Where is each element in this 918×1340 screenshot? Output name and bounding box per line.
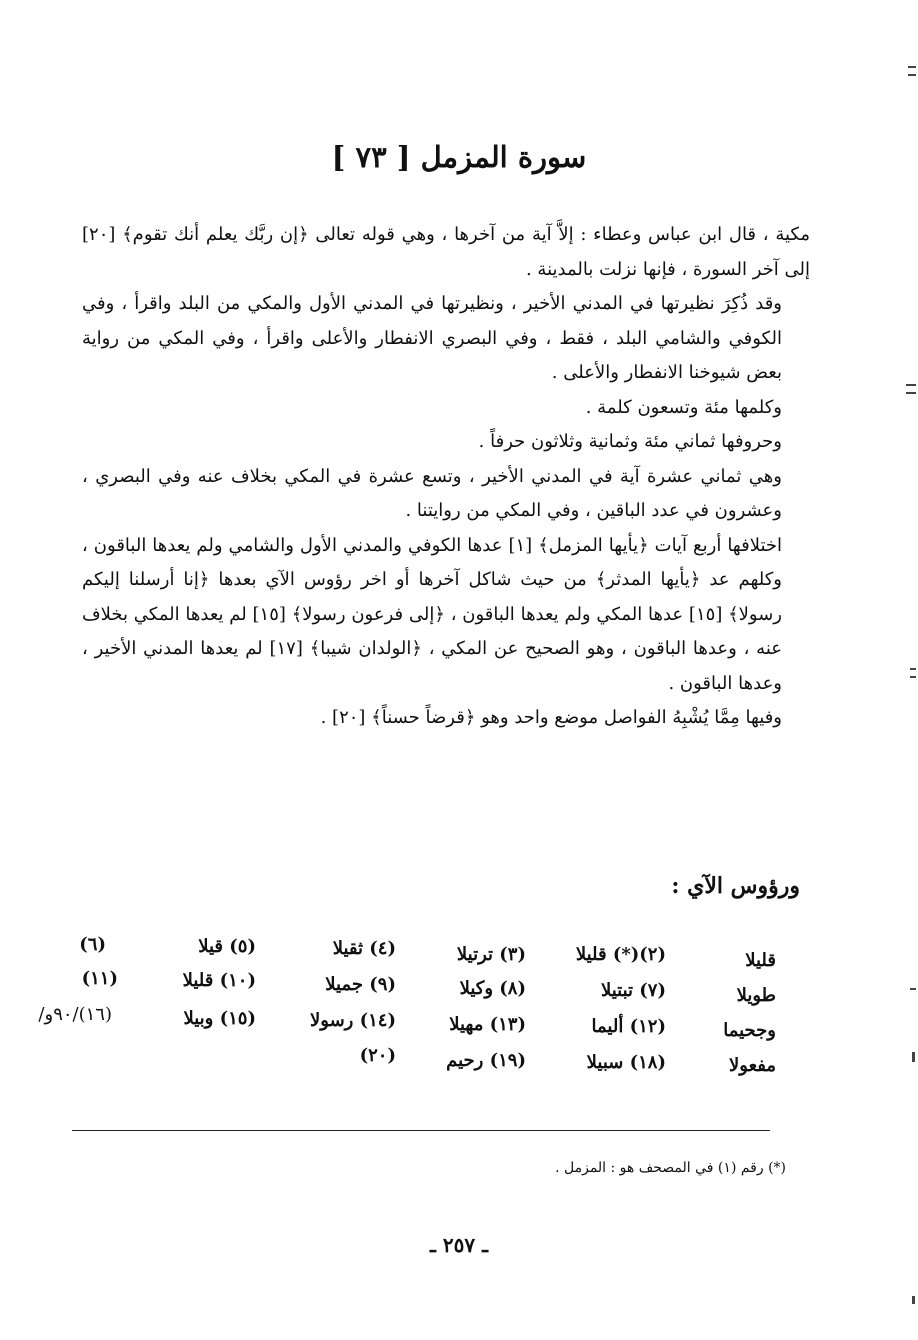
verse-head-cell: وجحيما xyxy=(723,1020,776,1041)
verse-head-cell: مفعولا xyxy=(729,1055,776,1076)
scan-edge-mark xyxy=(910,988,916,990)
paragraph: مكية ، قال ابن عباس وعطاء : إلاَّ آية من آخرها ، وهي قوله تعالى ﴿إن ربَّك يعلم أنك تقوم﴾ [٢٠] إلى آخر السورة ، فإنها نزلت بالمدينة . xyxy=(82,224,810,280)
verse-head-cell: (١٤) رسولا xyxy=(310,1010,396,1031)
verse-head-cell: (١٥) وبيلا xyxy=(183,1008,256,1029)
verse-head-cell: (٣) ترتيلا xyxy=(456,944,526,965)
paragraph: وقد ذُكِرَ نظيرتها في المدني الأخير ، ونظيرتها في المدني الأول والمكي من البلد واقرأ ، وفي الكوفي والشامي البلد ، فقط ، وفي البصري الانفطار والأعلى واقرأ ، وفي المكي من رواية بعض شيوخنا الانفطار والأعلى . xyxy=(82,293,782,383)
paragraph: وحروفها ثماني مئة وثمانية وثلاثون حرفاً . xyxy=(478,431,782,452)
verse-heads-heading: ورؤوس الآي : xyxy=(671,873,800,899)
paragraph: وفيها مِمَّا يُشْبِهُ الفواصل موضع واحد وهو ﴿قرضاً حسناً﴾ [٢٠] . xyxy=(320,707,782,728)
verse-head-cell: (١٣) مهيلا xyxy=(449,1014,526,1035)
scan-edge-mark xyxy=(908,66,916,68)
verse-head-cell: (١١) xyxy=(81,968,118,989)
verse-head-cell: (٨) وكيلا xyxy=(459,978,526,999)
page-number: ـ ٢٥٧ ـ xyxy=(430,1233,488,1257)
scan-edge-mark xyxy=(906,384,916,386)
scan-edge-mark xyxy=(910,668,916,670)
scan-edge-mark xyxy=(912,1296,915,1304)
scan-edge-mark xyxy=(910,676,916,678)
verse-head-cell: (١٩) رحيم xyxy=(446,1050,526,1071)
scan-edge-mark xyxy=(908,74,916,76)
footnote: (*) رقم (١) في المصحف هو : المزمل . xyxy=(555,1160,786,1176)
paragraph: اختلافها أربع آيات ﴿يأيها المزمل﴾ [١] عدها الكوفي والمدني الأول والشامي ولم يعدها الباقون ، وكلهم عد ﴿يأيها المدثر﴾ من حيث شاكل آخرها أو اخر رؤوس الآي بعدها ﴿إنا أرسلنا إليكم رسولا﴾ [١٥] عدها المكي ولم يعدها الباقون ، ﴿إلى فرعون رسولا﴾ [١٥] لم يعدها المكي بخلاف عنه ، وعدها الباقون ، وهو الصحيح عن المكي ، ﴿الولدان شيبا﴾ [١٧] لم يعدها المدني الأخير ، وعدها الباقون . xyxy=(82,534,783,694)
verse-head-cell: (٤) ثقيلا xyxy=(332,938,396,959)
verse-head-cell: طويلا xyxy=(736,985,776,1006)
body-text xyxy=(82,218,810,736)
verse-head-cell: قليلا xyxy=(745,950,776,971)
footnote-divider xyxy=(72,1130,770,1131)
verse-head-cell: (١٨) سبيلا xyxy=(586,1052,666,1073)
paragraph: وكلمها مئة وتسعون كلمة . xyxy=(585,396,782,418)
verse-head-cell: (٥) قيلا xyxy=(198,936,256,957)
verse-head-cell: (١٦)/٩٠و/ xyxy=(38,1004,112,1025)
verse-head-cell: (٧) تبتيلا xyxy=(600,980,666,1001)
verse-head-cell: (٢٠) xyxy=(359,1045,396,1066)
verse-head-cell: (٦) xyxy=(79,934,106,955)
verse-head-cell: (١٠) قليلا xyxy=(182,970,256,991)
scan-edge-mark xyxy=(906,392,916,394)
paragraph: وهي ثماني عشرة آية في المدني الأخير ، وتسع عشرة في المكي بخلاف عنه وفي البصري ، وعشرون في عدد الباقين ، وفي المكي من روايتنا . xyxy=(82,465,782,521)
verse-head-cell: (٩) جميلا xyxy=(325,974,396,995)
scan-edge-mark xyxy=(912,1052,915,1062)
surah-title: سورة المزمل [ ٧٣ ] xyxy=(331,140,587,174)
verse-head-cell: (٢)(*) قليلا xyxy=(575,944,666,965)
verse-head-cell: (١٢) أليما xyxy=(591,1016,666,1037)
